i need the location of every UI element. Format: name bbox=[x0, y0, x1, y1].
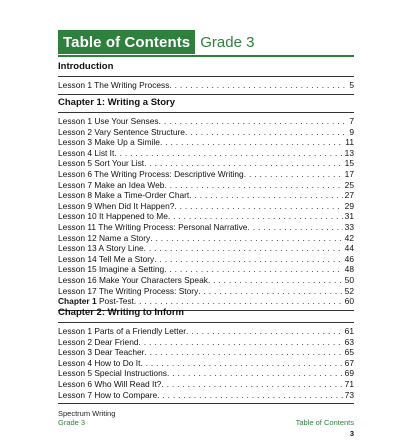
leader-dots bbox=[154, 254, 342, 265]
leader-dots bbox=[169, 80, 347, 91]
toc-entry[interactable] bbox=[58, 211, 354, 222]
footer-grade: Grade 3 bbox=[58, 418, 86, 427]
entry-label: Lesson 7 How to Compare bbox=[58, 389, 158, 400]
entry-page: 42 bbox=[344, 232, 354, 243]
entry-page: 11 bbox=[345, 137, 354, 148]
entry-label: Lesson 2 Vary Sentence Structure bbox=[58, 126, 185, 137]
leader-dots bbox=[198, 286, 342, 297]
toc-entry[interactable] bbox=[58, 390, 354, 401]
entry-page: 60 bbox=[344, 296, 354, 307]
toc-entry[interactable] bbox=[58, 180, 354, 191]
leader-dots bbox=[247, 222, 342, 233]
leader-dots bbox=[174, 201, 342, 212]
leader-dots bbox=[164, 180, 342, 191]
entry-label: Lesson 16 Make Your Characters Speak bbox=[58, 274, 208, 285]
post-test-chapter: Chapter 1 bbox=[58, 296, 97, 307]
entry-page: 65 bbox=[344, 347, 354, 358]
leader-dots bbox=[144, 243, 343, 254]
toc-entry[interactable] bbox=[58, 148, 354, 159]
entry-label: Lesson 17 The Writing Process: Story bbox=[58, 285, 199, 296]
entry-page: 71 bbox=[344, 378, 354, 389]
entry-page: 7 bbox=[349, 116, 354, 126]
entry-label: Lesson 3 Dear Teacher bbox=[58, 347, 145, 358]
leader-dots bbox=[140, 358, 342, 369]
entry-label: Lesson 11 The Writing Process: Personal Narrative bbox=[58, 221, 248, 232]
leader-dots bbox=[144, 158, 343, 169]
entry-label: Lesson 12 Name a Story bbox=[58, 232, 151, 243]
section-heading: Introduction bbox=[58, 61, 114, 72]
entry-page: 50 bbox=[344, 274, 354, 285]
entry-label: Lesson 14 Tell Me a Story bbox=[58, 253, 155, 264]
entry-label: Lesson 2 Dear Friend bbox=[58, 336, 139, 347]
leader-dots bbox=[144, 347, 342, 358]
entry-page: 69 bbox=[344, 368, 354, 379]
entry-label: Lesson 8 Make a Time-Order Chart bbox=[58, 190, 190, 201]
entry-list bbox=[58, 322, 354, 404]
entry-label: Lesson 6 Who Will Read It? bbox=[58, 378, 162, 389]
entry-label: Lesson 13 A Story Line bbox=[58, 243, 144, 254]
page-number: 3 bbox=[349, 429, 354, 438]
section-heading: Chapter 1: Writing a Story bbox=[58, 97, 176, 108]
header-rule bbox=[58, 55, 354, 57]
leader-dots bbox=[114, 148, 342, 159]
toc-entry[interactable] bbox=[58, 127, 354, 138]
toc-entry[interactable] bbox=[58, 358, 354, 369]
leader-dots bbox=[150, 233, 342, 244]
entry-page: 73 bbox=[344, 389, 354, 400]
chapter1-section bbox=[58, 96, 354, 311]
toc-entry[interactable] bbox=[58, 169, 354, 180]
entry-page: 33 bbox=[344, 221, 354, 232]
entry-label: Lesson 5 Special Instructions bbox=[58, 368, 167, 379]
entry-page: 13 bbox=[344, 147, 354, 158]
toc-entry[interactable] bbox=[58, 368, 354, 379]
entry-label: Lesson 1 Use Your Senses bbox=[58, 116, 159, 126]
entry-label: Lesson 15 Imagine a Setting bbox=[58, 264, 165, 275]
entry-page: 5 bbox=[349, 80, 354, 90]
entry-label: Lesson 10 It Happened to Me bbox=[58, 211, 168, 222]
entry-label: Lesson 9 When Did It Happen? bbox=[58, 200, 175, 211]
toc-entry[interactable] bbox=[58, 222, 354, 233]
leader-dots bbox=[244, 169, 343, 180]
entry-label: Lesson 6 The Writing Process: Descriptive Writing bbox=[58, 168, 244, 179]
footer-section: Table of Contents bbox=[295, 418, 354, 427]
entry-list bbox=[58, 76, 354, 95]
leader-dots bbox=[185, 127, 347, 138]
leader-dots bbox=[167, 368, 343, 379]
entry-page: 9 bbox=[349, 126, 354, 137]
toc-entry[interactable] bbox=[58, 286, 354, 297]
toc-entry[interactable] bbox=[58, 190, 354, 201]
leader-dots bbox=[139, 337, 343, 348]
chapter2-section bbox=[58, 306, 354, 404]
toc-entry[interactable] bbox=[58, 275, 354, 286]
leader-dots bbox=[161, 379, 342, 390]
toc-entry[interactable] bbox=[58, 326, 354, 337]
leader-dots bbox=[208, 275, 343, 286]
introduction-section bbox=[58, 60, 354, 95]
toc-entry[interactable] bbox=[58, 347, 354, 358]
entry-page: 67 bbox=[344, 357, 354, 368]
entry-page: 46 bbox=[344, 253, 354, 264]
section-heading: Chapter 2: Writing to Inform bbox=[58, 307, 184, 318]
entry-label: Lesson 1 The Writing Process bbox=[58, 80, 170, 90]
entry-label: Lesson 1 Parts of a Friendly Letter bbox=[58, 326, 187, 336]
entry-page: 61 bbox=[344, 326, 354, 336]
toc-entry[interactable] bbox=[58, 201, 354, 212]
toc-entry[interactable] bbox=[58, 116, 354, 127]
toc-entry[interactable] bbox=[58, 254, 354, 265]
leader-dots bbox=[164, 264, 343, 275]
entry-page: 15 bbox=[344, 158, 354, 169]
entry-list bbox=[58, 112, 354, 311]
entry-page: 27 bbox=[344, 190, 354, 201]
footer-series bbox=[58, 409, 115, 427]
leader-dots bbox=[186, 326, 343, 337]
toc-entry[interactable] bbox=[58, 243, 354, 254]
entry-page: 52 bbox=[344, 285, 354, 296]
entry-label: Lesson 4 How to Do It bbox=[58, 357, 141, 368]
toc-entry[interactable] bbox=[58, 158, 354, 169]
entry-page: 31 bbox=[344, 211, 354, 222]
leader-dots bbox=[160, 137, 343, 148]
leader-dots bbox=[189, 190, 342, 201]
series-name: Spectrum Writing bbox=[58, 409, 116, 418]
entry-page: 44 bbox=[344, 243, 354, 254]
toc-entry[interactable] bbox=[58, 379, 354, 390]
toc-entry[interactable] bbox=[58, 233, 354, 244]
entry-label: Lesson 3 Make Up a Simile bbox=[58, 137, 160, 148]
entry-page: 48 bbox=[344, 264, 354, 275]
toc-entry[interactable] bbox=[58, 80, 354, 91]
page-header bbox=[58, 30, 254, 54]
leader-dots bbox=[157, 390, 343, 401]
toc-entry[interactable] bbox=[58, 137, 354, 148]
post-test-label: Post-Test bbox=[96, 296, 134, 307]
entry-page: 63 bbox=[344, 336, 354, 347]
toc-entry[interactable] bbox=[58, 264, 354, 275]
page-title: Table of Contents bbox=[58, 30, 195, 54]
entry-label: Lesson 5 Sort Your List bbox=[58, 158, 145, 169]
entry-page: 25 bbox=[344, 179, 354, 190]
entry-page: 17 bbox=[344, 168, 354, 179]
toc-entry[interactable] bbox=[58, 337, 354, 348]
leader-dots bbox=[159, 116, 348, 127]
leader-dots bbox=[168, 211, 343, 222]
entry-label: Lesson 4 List It bbox=[58, 147, 115, 158]
grade-label: Grade 3 bbox=[200, 33, 255, 51]
entry-label: Lesson 7 Make an Idea Web bbox=[58, 179, 165, 190]
entry-page: 29 bbox=[344, 200, 354, 211]
